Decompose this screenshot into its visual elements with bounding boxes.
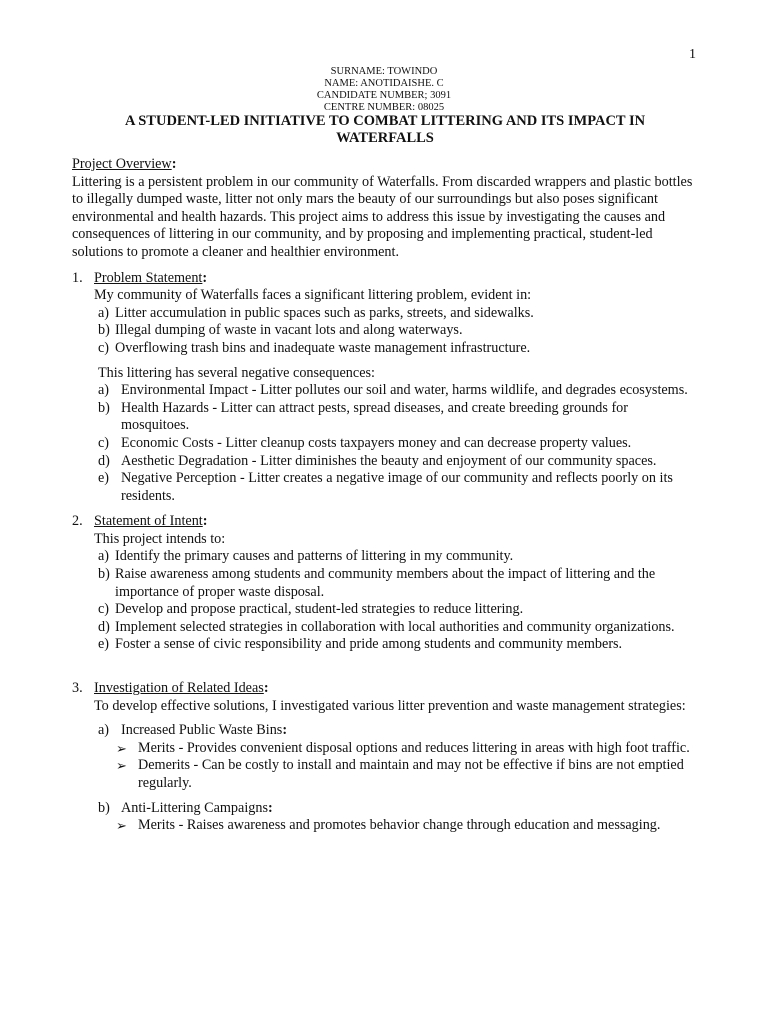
arrow-bullet-icon: ➢ [116,758,127,774]
page-number: 1 [689,47,696,62]
idea-heading: a) Increased Public Waste Bins: [98,722,288,739]
list-item: d) Aesthetic Degradation - Litter diminishes the beauty and enjoyment of our community spaces. [98,452,657,469]
list-item: a) Environmental Impact - Litter pollutes our soil and water, harms wildlife, and degrades ecosystems. [98,382,688,399]
section-number: 1. [72,269,83,286]
list-item: d) Implement selected strategies in collaboration with local authorities and community organizations. [98,618,675,635]
section-heading: Statement of Intent: [94,513,208,530]
consequences-intro: This littering has several negative consequences: [98,364,375,381]
section-heading: Investigation of Related Ideas: [94,680,269,697]
overview-text: Littering is a persistent problem in our community of Waterfalls. From discarded wrappers and plastic bottles to illegally dumped waste, litter not only mars the beauty of our surroundings but also poses significant environmental and health hazards. This project aims to address this issue by investigating the causes and consequences of littering in our community, and by proposing and implementing practical, student-led solutions to promote a cleaner and healthier environment. [72,173,693,260]
bullet-point: ➢ Merits - Provides convenient disposal options and reduces littering in areas with high foot traffic. [116,739,690,756]
section-intro: My community of Waterfalls faces a significant littering problem, evident in: [94,287,532,304]
name: NAME: ANOTIDAISHE. C [324,78,444,89]
surname: SURNAME: TOWINDO [330,66,438,77]
list-item: a) Identify the primary causes and patterns of littering in my community. [98,548,514,565]
list-item: a) Litter accumulation in public spaces such as parks, streets, and sidewalks. [98,304,534,321]
document-body [72,156,697,835]
list-item: b) Health Hazards - Litter can attract pests, spread diseases, and create breeding grounds for mosquitoes. [98,399,629,434]
bullet-point: ➢ Merits - Raises awareness and promotes behavior change through education and messaging. [116,817,661,834]
candidate-details [0,66,768,114]
section-intro: This project intends to: [94,530,226,547]
section-problem-statement [72,270,697,506]
arrow-bullet-icon: ➢ [116,818,127,834]
section-number: 3. [72,680,83,697]
list-item: b) Raise awareness among students and community members about the impact of littering and the importance of proper waste disposal. [98,566,656,600]
section-heading: Problem Statement: [94,269,208,286]
list-item: b) Illegal dumping of waste in vacant lots and along waterways. [98,322,463,339]
section-statement-of-intent [72,513,697,654]
section-intro: To develop effective solutions, I investigated various litter prevention and waste management strategies: [94,697,686,714]
arrow-bullet-icon: ➢ [116,740,127,756]
list-item: e) Foster a sense of civic responsibility and pride among students and community members. [98,636,623,653]
idea-heading: b) Anti-Littering Campaigns: [98,799,273,816]
document-title: A STUDENT-LED INITIATIVE TO COMBAT LITTERING AND ITS IMPACT IN WATERFALLS [124,113,646,146]
list-item: e) Negative Perception - Litter creates a negative image of our community and reflects poorly on its residents. [98,470,673,504]
list-item: c) Overflowing trash bins and inadequate waste management infrastructure. [98,339,531,356]
overview-heading: Project Overview: [72,156,177,172]
list-item: c) Develop and propose practical, student-led strategies to reduce littering. [98,601,524,618]
section-number: 2. [72,513,83,530]
centre-number: CENTRE NUMBER: 08025 [323,102,445,113]
list-item: c) Economic Costs - Litter cleanup costs taxpayers money and can decrease property values. [98,434,632,451]
section-investigation [72,680,697,835]
bullet-point: ➢ Demerits - Can be costly to install and maintain and may not be effective if bins are not emptied regularly. [116,757,684,791]
candidate-number: CANDIDATE NUMBER; 3091 [316,90,452,101]
